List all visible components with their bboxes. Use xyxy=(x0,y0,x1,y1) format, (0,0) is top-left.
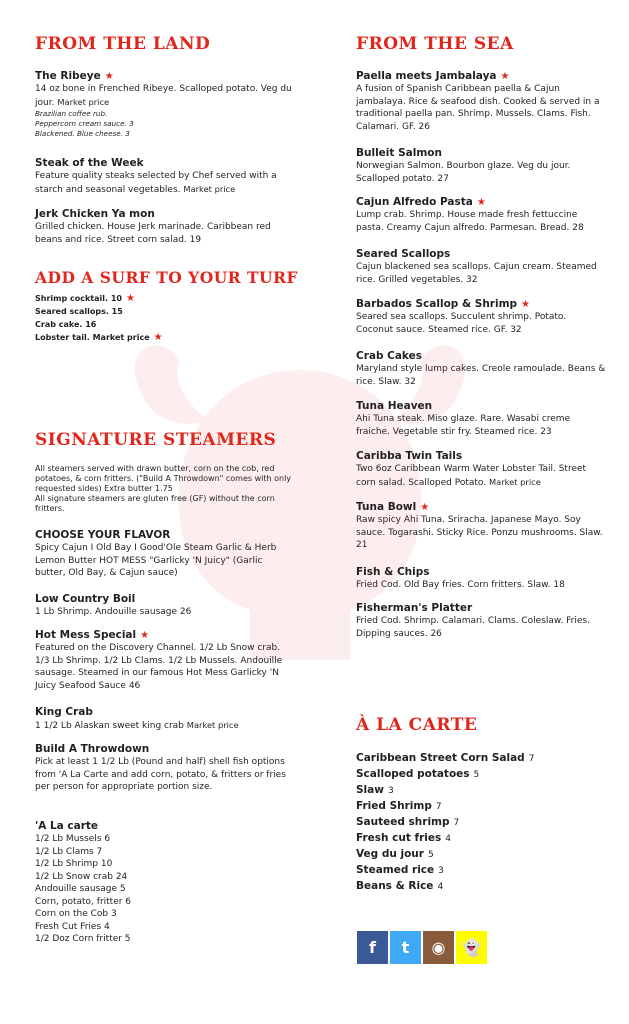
item-price: 18 xyxy=(553,580,565,590)
item-price: Market price xyxy=(489,476,541,487)
item-price: 28 xyxy=(572,222,584,233)
item-price: 23 xyxy=(540,426,552,437)
item-name: Steak of the Week xyxy=(35,157,144,169)
item-desc: Pick at least 1 1/2 Lb (Pound and half) shell fish options from 'A La Carte and add corn, potato, & fritters or fries per person for appropriate portion size. xyxy=(35,757,286,792)
signature-steamers-heading: SIGNATURE STEAMERS xyxy=(35,430,277,450)
from-the-sea-heading: FROM THE SEA xyxy=(356,34,514,54)
star-icon: ★ xyxy=(104,71,114,82)
list-item: Fresh Cut Fries 4 xyxy=(35,921,110,932)
list-item: 1/2 Lb Mussels 6 xyxy=(35,834,111,844)
list-item: 1/2 Doz Corn fritter 5 xyxy=(35,934,131,944)
list-item: Scalloped potatoes 5 xyxy=(356,768,480,780)
steamers-intro: All steamers served with drawn butter, corn on the cob, red potatoes, & corn fritters. ("Build A Throwdown" comes with only requested sides) Extra butter 1.75 All signature steamers are gluten free (GF) without the corn fritters. xyxy=(35,464,292,513)
menu-item-hot-mess xyxy=(35,629,295,692)
list-item: Sauteed shrimp 7 xyxy=(356,816,460,828)
list-item: Corn on the Cob 3 xyxy=(35,909,117,919)
star-icon: ★ xyxy=(521,299,531,310)
item-name: Jerk Chicken Ya mon xyxy=(35,208,155,220)
surf-item: Shrimp cocktail. 10 ★ xyxy=(35,293,135,304)
star-icon: ★ xyxy=(500,71,510,82)
item-desc: A fusion of Spanish Caribbean paella & Cajun jambalaya. Rice & seafood dish. Cooked & served in a traditional paella pan. Shrimp. Mussels. Clams. Fish. Calamari. GF. xyxy=(356,84,600,132)
item-name: 'A La carte xyxy=(35,820,99,832)
list-item: Corn, potato, fritter 6 xyxy=(35,896,132,907)
item-price: Market price xyxy=(183,183,236,194)
item-note: Brazilian coffee rub. xyxy=(35,109,108,118)
item-price: Market price xyxy=(186,720,239,730)
item-desc: Cajun blackened sea scallops. Cajun cream. Steamed rice. Grilled vegetables. xyxy=(356,262,597,285)
snapchat-icon[interactable]: 👻 xyxy=(456,931,487,964)
menu-item xyxy=(356,566,606,592)
item-name: CHOOSE YOUR FLAVOR xyxy=(35,529,171,541)
menu-item xyxy=(356,450,606,489)
item-name: Tuna Bowl xyxy=(356,501,417,513)
item-desc: Ahi Tuna steak. Miso glaze. Rare. Wasabi creme fraiche. Vegetable stir fry. Steamed rice. xyxy=(356,414,571,437)
item-desc: Raw spicy Ahi Tuna. Sriracha. Japanese Mayo. Soy sauce. Togarashi. Sticky Rice. Ponzu mushrooms. Slaw. xyxy=(356,515,603,538)
item-name: Build A Throwdown xyxy=(35,743,150,755)
item-name: The Ribeye xyxy=(35,70,101,82)
menu-item xyxy=(356,298,606,336)
item-desc: Two 6oz Caribbean Warm Water Lobster Tail. Street corn salad. Scalloped Potato. xyxy=(356,464,587,488)
item-name: Fish & Chips xyxy=(356,566,430,578)
menu-item-steak-week xyxy=(35,157,295,196)
menu-item xyxy=(356,70,606,133)
list-item: 1/2 Lb Clams 7 xyxy=(35,846,103,857)
menu-item xyxy=(356,501,606,552)
item-desc: 1 1/2 Lb Alaskan sweet king crab xyxy=(35,721,184,731)
a-la-carte-steamers xyxy=(35,820,295,946)
item-name: Paella meets Jambalaya xyxy=(356,70,497,82)
menu-item xyxy=(356,248,606,286)
menu-item-king-crab xyxy=(35,706,295,733)
star-icon: ★ xyxy=(476,197,486,208)
item-desc: Featured on the Discovery Channel. 1/2 Lb Snow crab. 1/3 Lb Shrimp. 1/2 Lb Clams. 1/2 Lb Mussels. Andouille sausage. Steamed in our famous Hot Mess Garlicky 'N Juicy Seafood Sauce xyxy=(35,643,283,691)
item-price: 26 xyxy=(430,628,442,639)
surf-item: Seared scallops. 15 xyxy=(35,307,123,316)
menu-item-flavor xyxy=(35,529,295,580)
twitter-icon[interactable]: t xyxy=(390,931,421,964)
item-price: 32 xyxy=(466,274,478,285)
menu-item xyxy=(356,350,606,388)
star-icon: ★ xyxy=(420,502,430,513)
item-name: Seared Scallops xyxy=(356,248,451,260)
list-item: Veg du jour 5 xyxy=(356,848,434,860)
star-icon: ★ xyxy=(153,332,163,343)
item-name: Bulleit Salmon xyxy=(356,147,442,159)
a-la-carte-heading: À LA CARTE xyxy=(356,715,478,735)
list-item: 1/2 Lb Shrimp 10 xyxy=(35,859,113,869)
item-name: Hot Mess Special xyxy=(35,629,137,641)
star-icon: ★ xyxy=(125,293,135,304)
item-price: 21 xyxy=(356,540,368,550)
item-desc: Fried Cod. Shrimp. Calamari. Clams. Coleslaw. Fries. Dipping sauces. xyxy=(356,616,590,639)
menu-item-jerk-chicken xyxy=(35,208,295,246)
item-desc: Maryland style lump cakes. Creole ramoulade. Beans & rice. Slaw. xyxy=(356,364,606,387)
item-name: Crab Cakes xyxy=(356,350,423,362)
item-name: Barbados Scallop & Shrimp xyxy=(356,298,518,310)
a-la-carte-list xyxy=(356,751,606,895)
surf-item: Lobster tail. Market price ★ xyxy=(35,332,163,343)
item-price: 46 xyxy=(128,680,141,691)
item-desc: 1 Lb Shrimp. Andouille sausage xyxy=(35,607,178,617)
item-desc: 14 oz bone in Frenched Ribeye. Scalloped potato. Veg du jour. xyxy=(35,84,292,108)
star-icon: ★ xyxy=(140,630,150,641)
item-price: 26 xyxy=(418,121,430,132)
menu-item-throwdown xyxy=(35,743,295,794)
menu-item-ribeye xyxy=(35,70,295,139)
list-item: 1/2 Lb Snow crab 24 xyxy=(35,871,128,882)
list-item: Steamed rice 3 xyxy=(356,864,444,876)
item-name: Low Country Boil xyxy=(35,593,136,605)
social-icons xyxy=(357,931,487,964)
item-price: 26 xyxy=(179,607,192,617)
item-desc: Norwegian Salmon. Bourbon glaze. Veg du jour. Scalloped potato. xyxy=(356,161,571,184)
item-desc: Grilled chicken. House Jerk marinade. Caribbean red beans and rice. Street corn salad. xyxy=(35,222,271,245)
item-name: Cajun Alfredo Pasta xyxy=(356,196,473,208)
instagram-icon[interactable]: ◉ xyxy=(423,931,454,964)
list-item: Fresh cut fries 4 xyxy=(356,832,452,844)
list-item: Beans & Rice 4 xyxy=(356,880,444,892)
menu-item xyxy=(356,147,606,185)
item-price: 27 xyxy=(437,173,449,184)
item-name: Caribba Twin Tails xyxy=(356,450,463,462)
surf-item: Crab cake. 16 xyxy=(35,320,97,329)
item-desc: Fried Cod. Old Bay fries. Corn fritters. Slaw. xyxy=(356,580,551,590)
item-name: Fisherman's Platter xyxy=(356,602,473,614)
list-item: Caribbean Street Corn Salad 7 xyxy=(356,752,535,764)
item-note: Peppercorn cream sauce. 3 xyxy=(35,119,134,128)
list-item: Andouille sausage 5 xyxy=(35,884,126,894)
facebook-icon[interactable]: f xyxy=(357,931,388,964)
menu-item xyxy=(356,602,606,640)
item-desc: Seared sea scallops. Succulent shrimp. Potato. Coconut sauce. Steamed rice. GF. xyxy=(356,312,567,335)
item-desc: Lump crab. Shrimp. House made fresh fettuccine pasta. Creamy Cajun alfredo. Parmesan. Bread. xyxy=(356,210,578,233)
item-price: 32 xyxy=(404,376,416,387)
item-price: 32 xyxy=(510,324,522,335)
item-desc: Spicy Cajun I Old Bay I Good'Ole Steam Garlic & Herb Lemon Butter HOT MESS "Garlicky 'N Juicy" (Garlic butter, Old Bay, & Cajun sauce) xyxy=(35,543,277,578)
item-note: Blackened. Blue cheese. 3 xyxy=(35,129,130,138)
menu-item xyxy=(356,196,606,234)
from-the-land-heading: FROM THE LAND xyxy=(35,34,211,54)
surf-list xyxy=(35,292,295,344)
item-name: King Crab xyxy=(35,706,93,718)
menu-item xyxy=(356,400,606,438)
list-item: Slaw 3 xyxy=(356,784,394,796)
menu-item-low-country xyxy=(35,593,295,619)
list-item: Fried Shrimp 7 xyxy=(356,800,442,812)
item-desc: Feature quality steaks selected by Chef served with a starch and seasonal vegetables. xyxy=(35,171,277,195)
surf-turf-heading: ADD A SURF TO YOUR TURF xyxy=(35,268,298,287)
item-name: Tuna Heaven xyxy=(356,400,433,412)
item-price: Market price xyxy=(57,96,110,107)
item-price: 19 xyxy=(189,234,202,245)
